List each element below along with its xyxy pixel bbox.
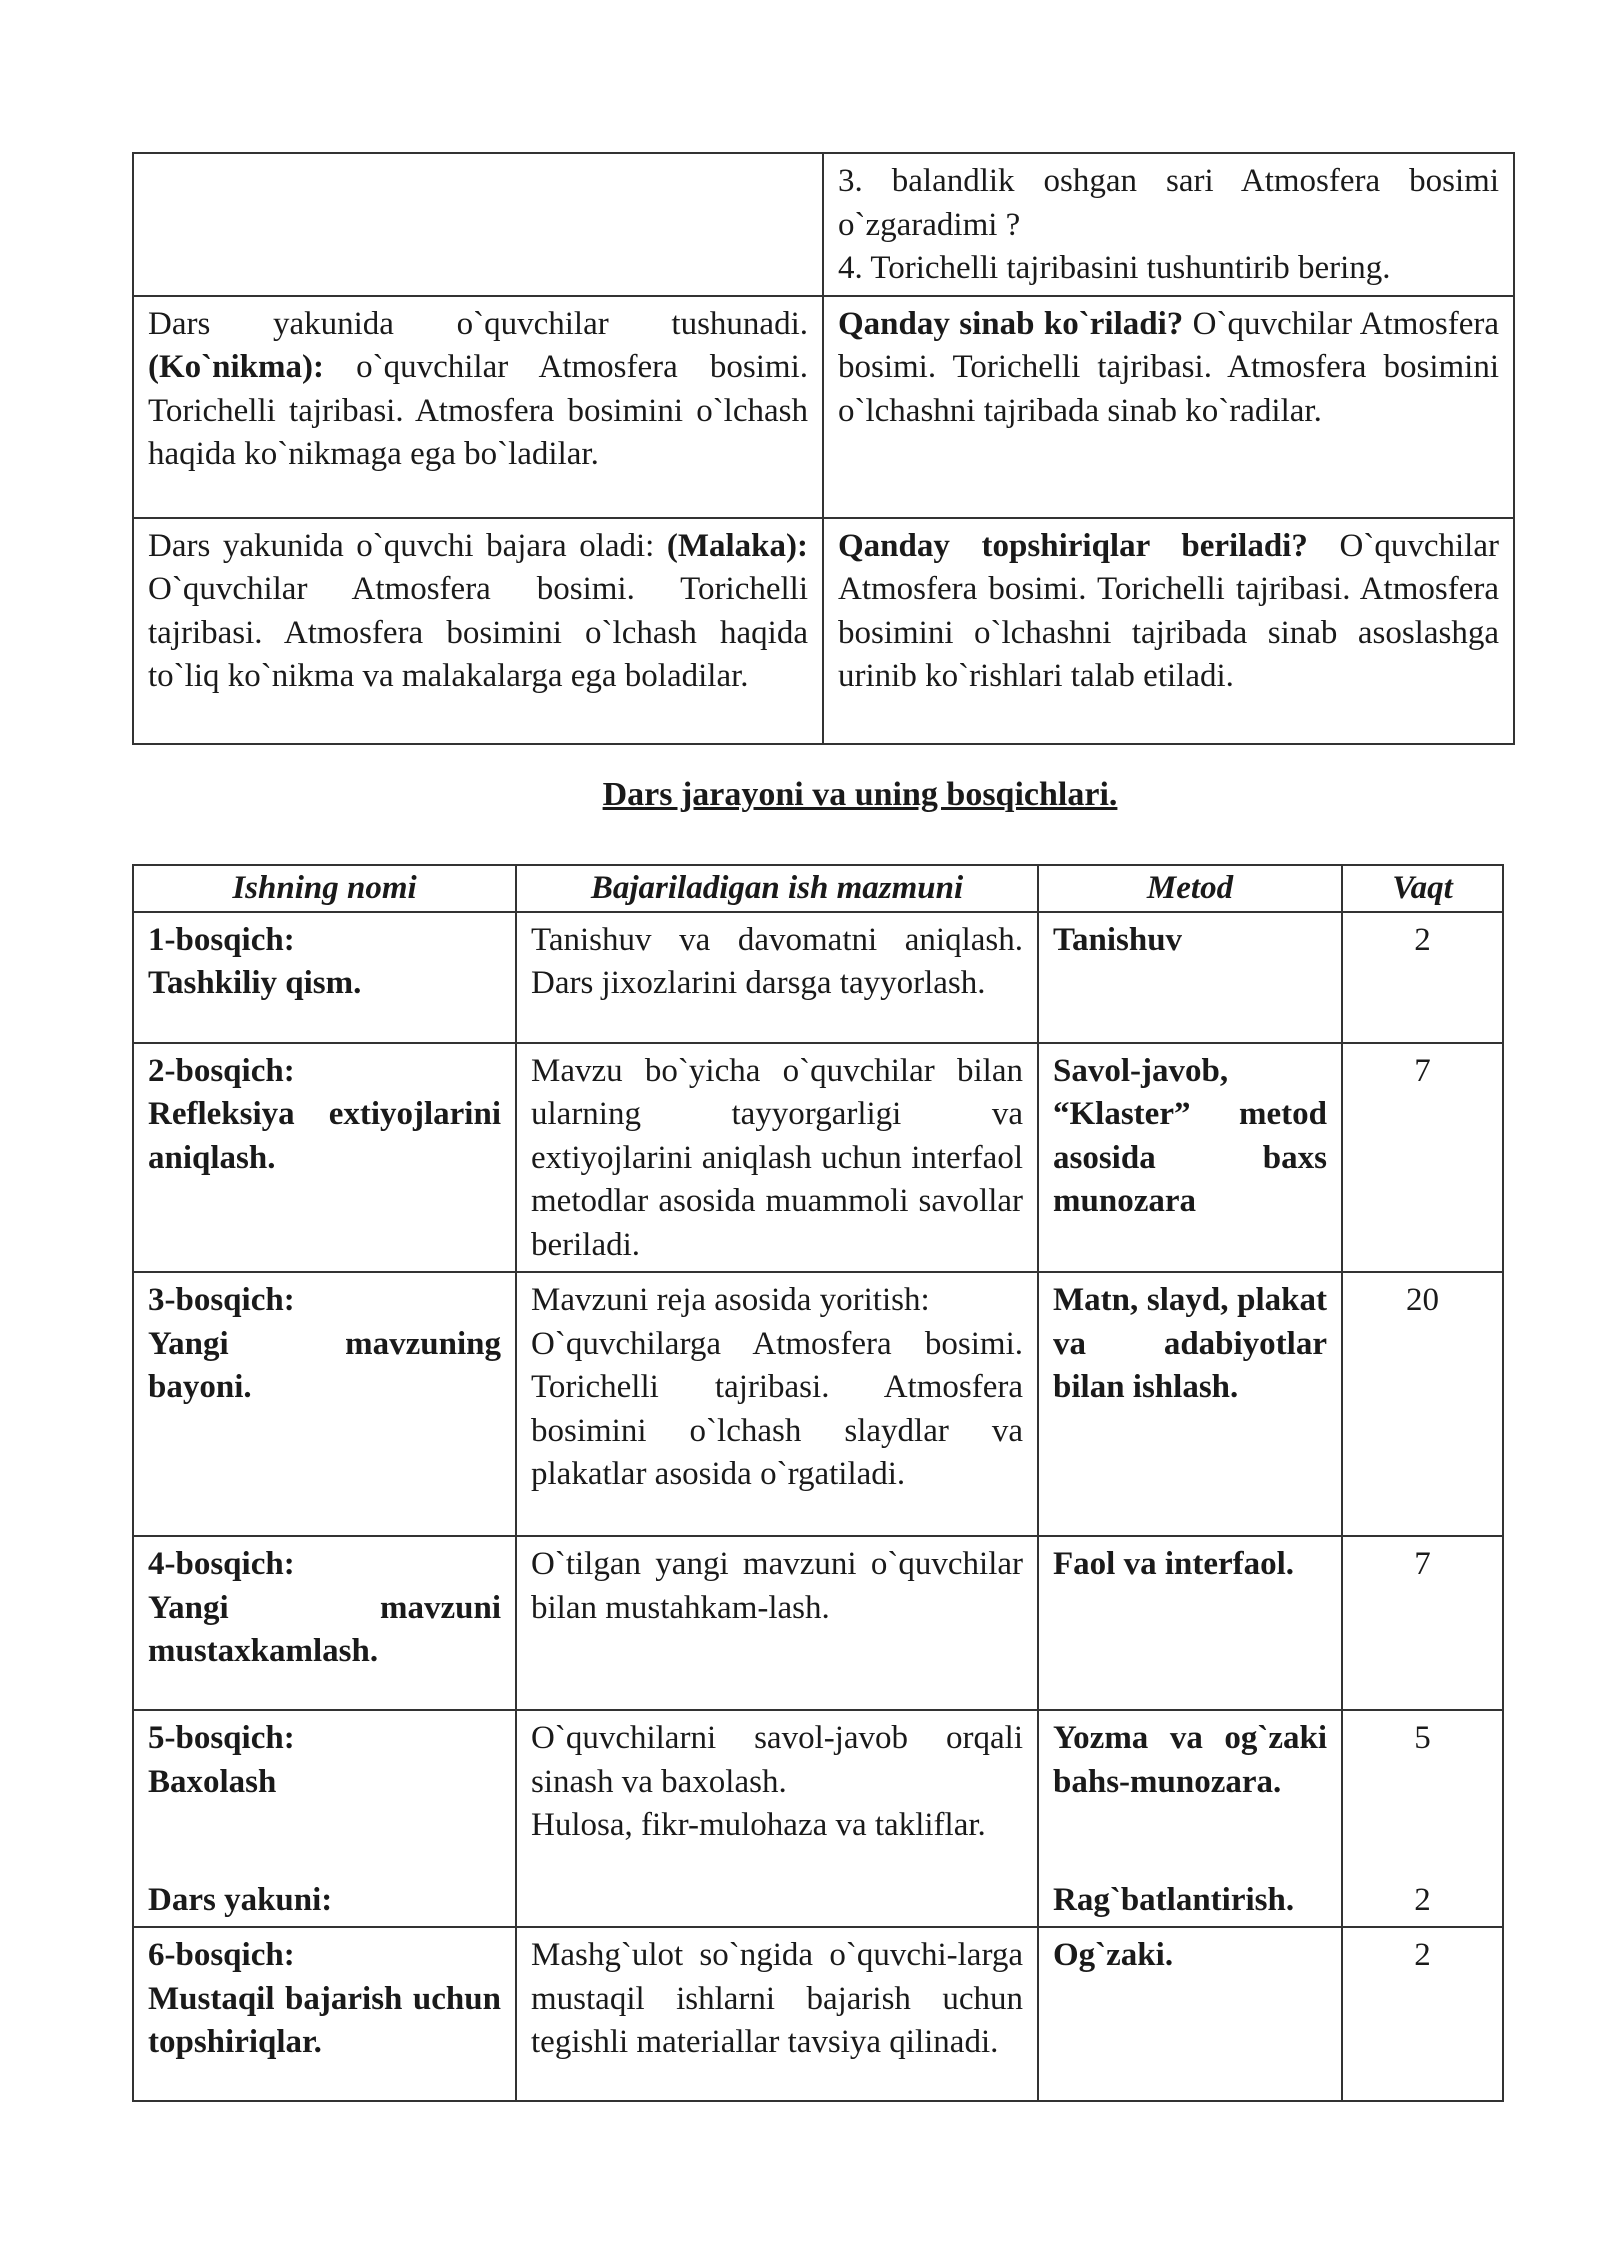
content-extra: Hulosa, fikr-mulohaza va takliflar. bbox=[531, 1807, 986, 1843]
tasks-text: O`quvchilar Atmosfera bosimi. Torichelli tajribasi. Atmosfera bosimini o`lchashni tajribada sinab asoslashga urinib ko`rishlari talab etiladi. bbox=[838, 527, 1499, 694]
stage-cell bbox=[133, 1043, 516, 1273]
stage-cell bbox=[133, 1710, 516, 1927]
table-row bbox=[133, 296, 1514, 518]
table-row bbox=[133, 153, 1514, 296]
stage-cell bbox=[133, 1272, 516, 1536]
stage-name: Yangi mavzuning bayoni. bbox=[148, 1325, 501, 1405]
method-cell bbox=[1038, 1043, 1342, 1273]
skill-text: o`quvchilar Atmosfera bosimi. Torichelli tajribasi. Atmosfera bosimini o`lchash haqida ko`nikmaga ega bo`ladilar. bbox=[148, 349, 808, 472]
table-row bbox=[133, 1536, 1503, 1710]
process-heading: Dars jarayoni va uning bosqichlari. bbox=[602, 776, 1118, 813]
stage-number: 2-bosqich: bbox=[148, 1052, 295, 1089]
stage-name: Refleksiya extiyojlarini aniqlash. bbox=[148, 1096, 501, 1176]
stage-number: 1-bosqich: bbox=[148, 921, 295, 958]
time-cell: 20 bbox=[1342, 1272, 1503, 1536]
stage-cell bbox=[133, 912, 516, 1043]
stage-cell bbox=[133, 1536, 516, 1710]
method-text: Faol va interfaol. bbox=[1053, 1546, 1295, 1582]
table-row bbox=[133, 1272, 1503, 1536]
skill-label: (Ko`nikma): bbox=[148, 349, 324, 385]
competence-label: (Malaka): bbox=[666, 527, 809, 564]
question-4: 4. Torichelli tajribasini tushuntirib bering. bbox=[838, 250, 1391, 286]
content-text: O`quvchilarni savol-javob orqali sinash va baxolash. bbox=[531, 1720, 1023, 1800]
question-3: 3. balandlik oshgan sari Atmosfera bosimi o`zgaradimi ? bbox=[838, 163, 1499, 243]
method-cell bbox=[1038, 912, 1342, 1043]
time-extra: 2 bbox=[1414, 1881, 1431, 1918]
stage-number: 4-bosqich: bbox=[148, 1546, 295, 1582]
stage-name: Yangi mavzuni mustaxkamlash. bbox=[148, 1589, 501, 1669]
tasks-cell bbox=[823, 518, 1514, 744]
objectives-table bbox=[132, 152, 1515, 745]
process-table bbox=[132, 864, 1504, 2102]
content-cell: Mashg`ulot so`ngida o`quvchi-larga mustaqil ishlarni bajarish uchun tegishli materiallar tavsiya qilinadi. bbox=[516, 1927, 1038, 2101]
table-row bbox=[133, 518, 1514, 744]
header-row bbox=[133, 865, 1503, 912]
test-text: O`quvchilar Atmosfera bosimi. Torichelli tajribasi. Atmosfera bosimini o`lchashni tajribada sinab ko`radilar. bbox=[838, 305, 1499, 429]
content-cell bbox=[516, 1272, 1038, 1536]
content-intro: Mavzuni reja asosida yoritish: bbox=[531, 1282, 930, 1318]
header-method: Metod bbox=[1038, 865, 1342, 912]
stage-number: 5-bosqich: bbox=[148, 1720, 295, 1756]
test-cell bbox=[823, 296, 1514, 518]
stage-cell bbox=[133, 1927, 516, 2101]
method-cell bbox=[1038, 1536, 1342, 1710]
method-text: Yozma va og`zaki bahs-munozara. bbox=[1053, 1720, 1327, 1800]
test-label: Qanday sinab ko`riladi? bbox=[838, 305, 1184, 342]
content-text: O`quvchilarga Atmosfera bosimi. Torichelli tajribasi. Atmosfera bosimini o`lchash slaydlar va plakatlar asosida o`rgatiladi. bbox=[531, 1325, 1023, 1492]
content-cell: Mavzu bo`yicha o`quvchilar bilan ularning tayyorgarligi va extiyojlarini aniqlash uchun interfaol metodlar asosida muammoli savollar beriladi. bbox=[516, 1043, 1038, 1273]
content-cell: O`tilgan yangi mavzuni o`quvchilar bilan mustahkam-lash. bbox=[516, 1536, 1038, 1710]
time-value: 5 bbox=[1414, 1720, 1431, 1756]
method-cell bbox=[1038, 1272, 1342, 1536]
table-row bbox=[133, 1043, 1503, 1273]
skill-intro: Dars yakunida o`quvchilar tushunadi. bbox=[148, 305, 808, 342]
time-cell: 7 bbox=[1342, 1043, 1503, 1273]
method-cell bbox=[1038, 1710, 1342, 1927]
header-content: Bajariladigan ish mazmuni bbox=[516, 865, 1038, 912]
time-cell: 7 bbox=[1342, 1536, 1503, 1710]
lesson-end-label: Dars yakuni: bbox=[148, 1881, 333, 1918]
table-row bbox=[133, 912, 1503, 1043]
method-text: Matn, slayd, plakat va adabiyotlar bilan ishlash. bbox=[1053, 1282, 1327, 1405]
header-work-name: Ishning nomi bbox=[133, 865, 516, 912]
time-cell: 2 bbox=[1342, 912, 1503, 1043]
time-cell: 2 bbox=[1342, 1927, 1503, 2101]
stage-number: 6-bosqich: bbox=[148, 1937, 295, 1973]
stage-number: 3-bosqich: bbox=[148, 1282, 295, 1318]
content-cell: Tanishuv va davomatni aniqlash. Dars jixozlarini darsga tayyorlash. bbox=[516, 912, 1038, 1043]
competence-cell bbox=[133, 518, 823, 744]
method-text: Og`zaki. bbox=[1053, 1937, 1174, 1973]
empty-cell bbox=[133, 153, 823, 296]
competence-text: O`quvchilar Atmosfera bosimi. Torichelli tajribasi. Atmosfera bosimini o`lchash haqida to`liq ko`nikma va malakalarga ega boladilar. bbox=[148, 571, 808, 694]
stage-name: Tashkiliy qism. bbox=[148, 965, 362, 1001]
method-text: Savol-javob, “Klaster” metod asosida baxs munozara bbox=[1053, 1052, 1327, 1219]
questions-cell bbox=[823, 153, 1514, 296]
stage-name: Baxolash bbox=[148, 1763, 277, 1800]
table-row bbox=[133, 1927, 1503, 2101]
time-cell bbox=[1342, 1710, 1503, 1927]
tasks-label: Qanday topshiriqlar beriladi? bbox=[838, 527, 1308, 564]
method-text: Tanishuv bbox=[1053, 921, 1183, 958]
header-time: Vaqt bbox=[1342, 865, 1503, 912]
table-row bbox=[133, 1710, 1503, 1927]
content-cell bbox=[516, 1710, 1038, 1927]
stage-name: Mustaqil bajarish uchun topshiriqlar. bbox=[148, 1980, 501, 2060]
competence-intro: Dars yakunida o`quvchi bajara oladi: bbox=[148, 527, 655, 564]
method-cell bbox=[1038, 1927, 1342, 2101]
skill-cell bbox=[133, 296, 823, 518]
method-extra: Rag`batlantirish. bbox=[1053, 1881, 1295, 1918]
